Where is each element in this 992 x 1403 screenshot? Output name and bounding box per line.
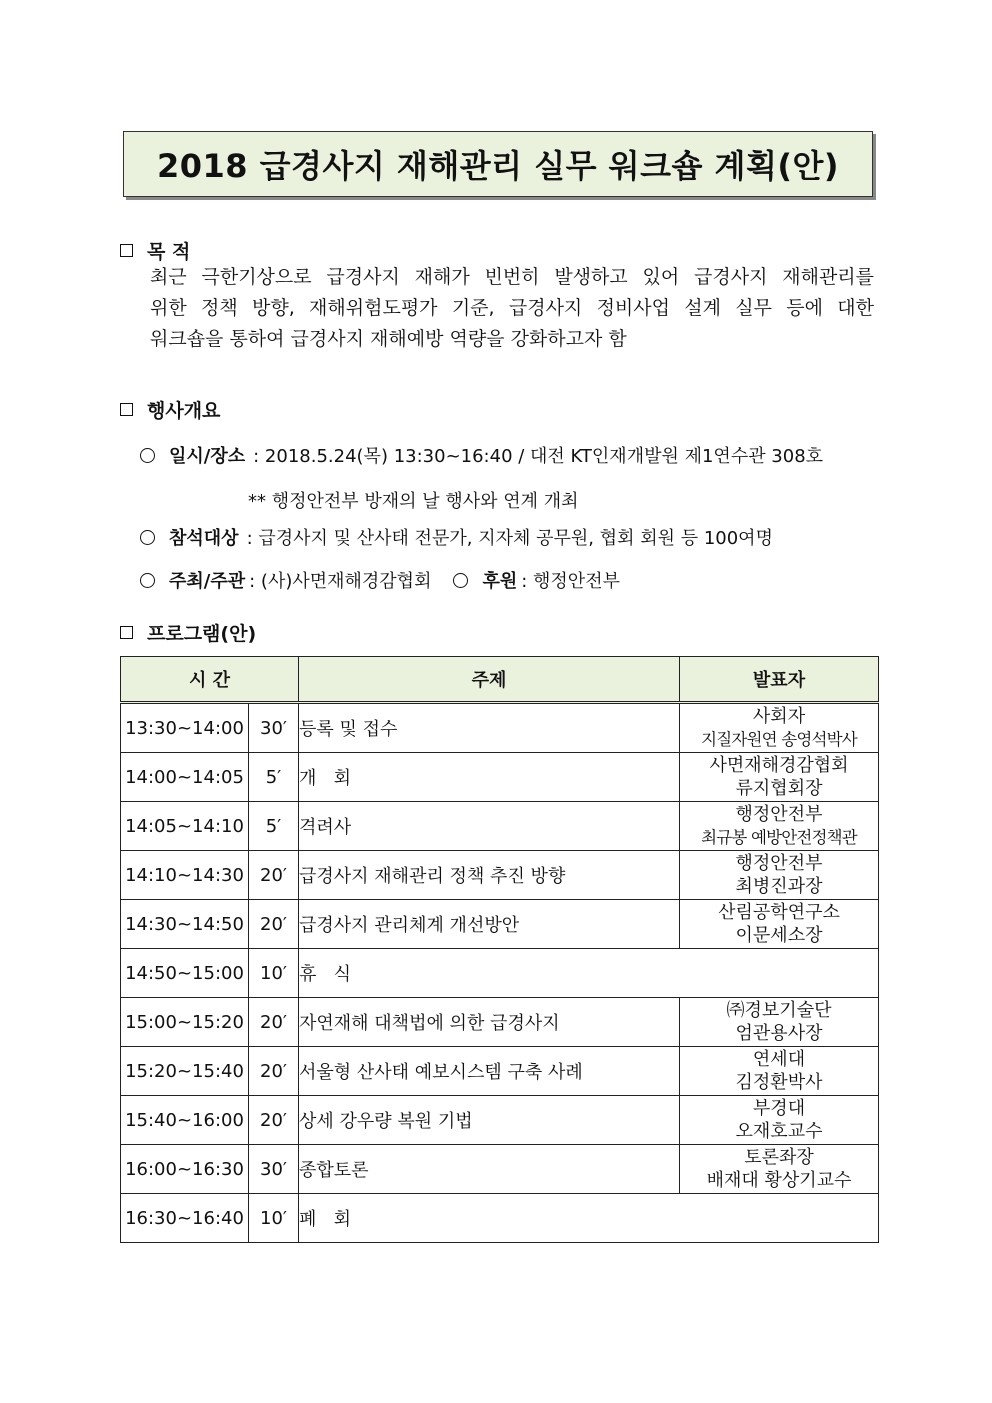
- table-row: [121, 998, 879, 1047]
- cell-presenter: [680, 1047, 879, 1096]
- square-bullet-icon: [120, 403, 133, 416]
- cell-duration: 30′: [249, 703, 299, 753]
- cell-topic: 휴 식: [299, 949, 879, 998]
- overview-item-attendees: 참석대상 : 급경사지 및 산사태 전문가, 지자체 공무원, 협회 회원 등 100여명: [140, 524, 773, 550]
- presenter-line: 사회자: [752, 706, 806, 727]
- purpose-line: 최근 극한기상으로 급경사지 재해가 빈번히 발생하고 있어 급경사지 재해관리를: [150, 266, 875, 288]
- circle-bullet-icon: [140, 530, 155, 545]
- cell-duration: 20′: [249, 1096, 299, 1145]
- cell-time: 15:20~15:40: [121, 1047, 249, 1096]
- cell-topic: 서울형 산사태 예보시스템 구축 사례: [299, 1047, 680, 1096]
- table-row: [121, 753, 879, 802]
- cell-time: 14:00~14:05: [121, 753, 249, 802]
- circle-bullet-icon: [140, 573, 155, 588]
- presenter-line: 연세대: [752, 1049, 806, 1070]
- cell-time: 13:30~14:00: [121, 703, 249, 753]
- cell-duration: 10′: [249, 949, 299, 998]
- cell-duration: 5′: [249, 802, 299, 851]
- presenter-line: ㈜경보기술단: [726, 1000, 832, 1021]
- cell-duration: 5′: [249, 753, 299, 802]
- cell-time: 15:40~16:00: [121, 1096, 249, 1145]
- cell-topic: 급경사지 관리체계 개선방안: [299, 900, 680, 949]
- table-row: [121, 703, 879, 753]
- cell-time: 16:30~16:40: [121, 1194, 249, 1243]
- cell-presenter: [680, 998, 879, 1047]
- header-presenter: 발표자: [680, 657, 879, 703]
- document-title: 2018 급경사지 재해관리 실무 워크숍 계획(안): [156, 147, 840, 185]
- cell-topic: 자연재해 대책법에 의한 급경사지: [299, 998, 680, 1047]
- cell-duration: 20′: [249, 900, 299, 949]
- table-row: [121, 949, 879, 998]
- cell-duration: 20′: [249, 851, 299, 900]
- cell-duration: 20′: [249, 998, 299, 1047]
- table-row: [121, 900, 879, 949]
- presenter-line: 부경대: [752, 1098, 806, 1119]
- cell-duration: 10′: [249, 1194, 299, 1243]
- section-heading-overview: 행사개요: [120, 396, 220, 423]
- presenter-line: 산림공학연구소: [718, 902, 840, 923]
- table-row: [121, 1047, 879, 1096]
- program-table: [120, 656, 879, 1243]
- presenter-line: 최병진과장: [735, 876, 823, 897]
- cell-topic: 상세 강우량 복원 기법: [299, 1096, 680, 1145]
- overview-note: ** 행정안전부 방재의 날 행사와 연계 개최: [248, 491, 579, 512]
- cell-presenter: [680, 1096, 879, 1145]
- table-row: [121, 1096, 879, 1145]
- section-heading-purpose: 목 적: [120, 237, 190, 264]
- cell-presenter: [680, 703, 879, 753]
- cell-presenter: [680, 900, 879, 949]
- presenter-line: 최규봉 예방안전정책관: [701, 828, 857, 847]
- cell-time: 14:50~15:00: [121, 949, 249, 998]
- overview-item-datetime: 일시/장소 : 2018.5.24(목) 13:30~16:40 / 대전 KT인재개발원 제1연수관 308호: [140, 442, 823, 468]
- presenter-line: 류지협회장: [735, 778, 823, 799]
- cell-time: 14:05~14:10: [121, 802, 249, 851]
- cell-time: 16:00~16:30: [121, 1145, 249, 1194]
- presenter-line: 행정안전부: [735, 853, 823, 874]
- header-topic: 주제: [299, 657, 680, 703]
- circle-bullet-icon: [453, 573, 468, 588]
- presenter-line: 토론좌장: [744, 1147, 814, 1168]
- cell-topic: 급경사지 재해관리 정책 추진 방향: [299, 851, 680, 900]
- purpose-paragraph: [150, 262, 874, 355]
- presenter-line: 이문세소장: [735, 925, 823, 946]
- table-row: [121, 851, 879, 900]
- cell-time: 15:00~15:20: [121, 998, 249, 1047]
- purpose-line: 워크숍을 통하여 급경사지 재해예방 역량을 강화하고자 함: [150, 328, 627, 350]
- presenter-line: 김정환박사: [735, 1072, 823, 1093]
- header-time: 시 간: [121, 657, 299, 703]
- cell-time: 14:30~14:50: [121, 900, 249, 949]
- cell-presenter: [680, 753, 879, 802]
- cell-topic: 등록 및 접수: [299, 703, 680, 753]
- cell-topic: 개 회: [299, 753, 680, 802]
- presenter-line: 지질자원연 송영석박사: [701, 730, 857, 749]
- table-header-row: [121, 657, 879, 703]
- document-title-box: [123, 131, 873, 197]
- cell-presenter: [680, 802, 879, 851]
- presenter-line: 배재대 황상기교수: [706, 1170, 852, 1191]
- presenter-line: 사면재해경감협회: [709, 755, 849, 776]
- purpose-line: 위한 정책 방향, 재해위험도평가 기준, 급경사지 정비사업 설계 실무 등에 대한: [150, 297, 874, 319]
- cell-presenter: [680, 851, 879, 900]
- presenter-line: 행정안전부: [735, 804, 823, 825]
- presenter-line: 오재호교수: [735, 1121, 823, 1142]
- cell-topic: 종합토론: [299, 1145, 680, 1194]
- cell-presenter: [680, 1145, 879, 1194]
- table-row: [121, 1145, 879, 1194]
- circle-bullet-icon: [140, 448, 155, 463]
- section-heading-program: 프로그램(안): [120, 619, 256, 646]
- square-bullet-icon: [120, 244, 133, 257]
- table-row: [121, 1194, 879, 1243]
- cell-topic: 폐 회: [299, 1194, 879, 1243]
- cell-topic: 격려사: [299, 802, 680, 851]
- cell-duration: 30′: [249, 1145, 299, 1194]
- cell-duration: 20′: [249, 1047, 299, 1096]
- table-row: [121, 802, 879, 851]
- overview-item-host: 주최/주관 : (사)사면재해경감협회 후원 : 행정안전부: [140, 567, 620, 593]
- presenter-line: 엄관용사장: [735, 1023, 823, 1044]
- cell-time: 14:10~14:30: [121, 851, 249, 900]
- square-bullet-icon: [120, 626, 133, 639]
